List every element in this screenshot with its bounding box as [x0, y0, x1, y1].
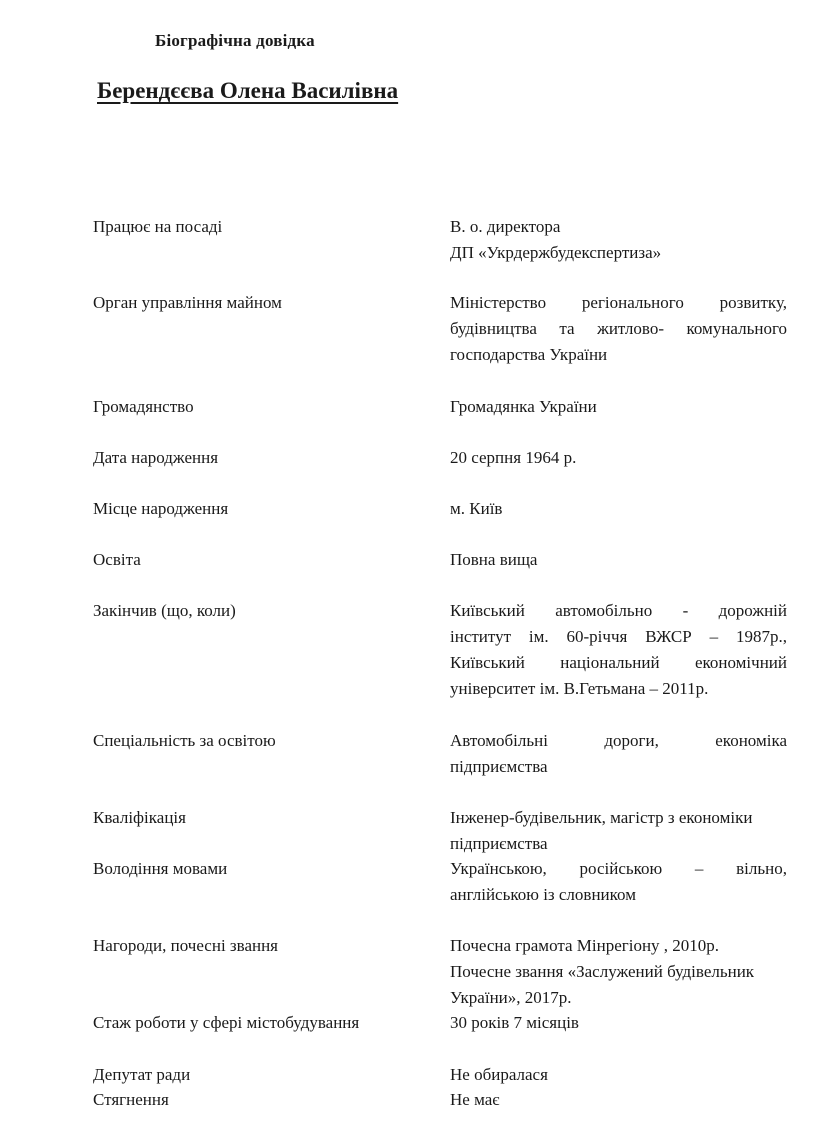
- row-label: Нагороди, почесні звання: [93, 936, 278, 955]
- row-label: Стягнення: [93, 1090, 169, 1109]
- row-label: Дата народження: [93, 448, 219, 467]
- row-label: Громадянство: [93, 397, 194, 416]
- row-label: Володіння мовами: [93, 859, 228, 878]
- value-line: 20 серпня 1964 р.: [450, 448, 577, 467]
- value-line: Не обиралася: [450, 1065, 548, 1084]
- row-value: [450, 1087, 787, 1113]
- value-line: англійською із словником: [450, 885, 636, 904]
- value-line: Українською, російською – вільно,: [450, 859, 787, 878]
- value-line: господарства України: [450, 345, 608, 364]
- value-line: 30 років 7 місяців: [450, 1013, 579, 1032]
- row-value: [450, 805, 787, 857]
- row-label: Орган управління майном: [93, 293, 282, 312]
- value-line: Київський автомобільно - дорожній: [450, 601, 787, 620]
- row-label: Кваліфікація: [93, 808, 186, 827]
- value-line: В. о. директора: [450, 217, 561, 236]
- row-value: [450, 214, 787, 266]
- value-line: Почесне звання «Заслужений будівельник: [450, 962, 755, 981]
- value-line: Інженер-будівельник, магістр з економіки: [450, 808, 753, 827]
- value-line: підприємства: [450, 834, 548, 853]
- row-value: [450, 728, 787, 780]
- value-line: університет ім. В.Гетьмана – 2011р.: [450, 679, 709, 698]
- row-label: Спеціальність за освітою: [93, 731, 276, 750]
- value-line: Київський національний економічний: [450, 653, 787, 672]
- value-line: Почесна грамота Мінрегіону , 2010р.: [450, 936, 720, 955]
- value-line: Громадянка України: [450, 397, 597, 416]
- document-title: Біографічна довідка: [155, 31, 315, 50]
- row-value: [450, 1010, 787, 1036]
- row-label: Депутат ради: [93, 1065, 191, 1084]
- value-line: Автомобільні дороги, економіка: [450, 731, 787, 750]
- row-value: [450, 290, 787, 368]
- row-label: Закінчив (що, коли): [93, 601, 236, 620]
- value-line: України», 2017р.: [450, 988, 572, 1007]
- row-value: [450, 856, 787, 908]
- value-line: Міністерство регіонального розвитку,: [450, 293, 787, 312]
- value-line: інститут ім. 60-річчя ВЖСР – 1987р.,: [450, 627, 787, 646]
- row-label: Стаж роботи у сфері містобудування: [93, 1013, 360, 1032]
- value-line: ДП «Укрдержбудекспертиза»: [450, 243, 662, 262]
- row-value: [450, 933, 787, 1011]
- value-line: Не має: [450, 1090, 500, 1109]
- person-name: Берендєєва Олена Василівна: [97, 78, 399, 103]
- value-line: будівництва та житлово- комунального: [450, 319, 787, 338]
- row-value: [450, 1062, 787, 1088]
- row-value: [450, 445, 787, 471]
- row-label: Освіта: [93, 550, 141, 569]
- row-value: [450, 394, 787, 420]
- value-line: м. Київ: [450, 499, 503, 518]
- row-label: Працює на посаді: [93, 217, 223, 236]
- value-line: Повна вища: [450, 550, 538, 569]
- row-value: [450, 496, 787, 522]
- row-label: Місце народження: [93, 499, 229, 518]
- row-value: [450, 547, 787, 573]
- value-line: підприємства: [450, 757, 548, 776]
- row-value: [450, 598, 787, 702]
